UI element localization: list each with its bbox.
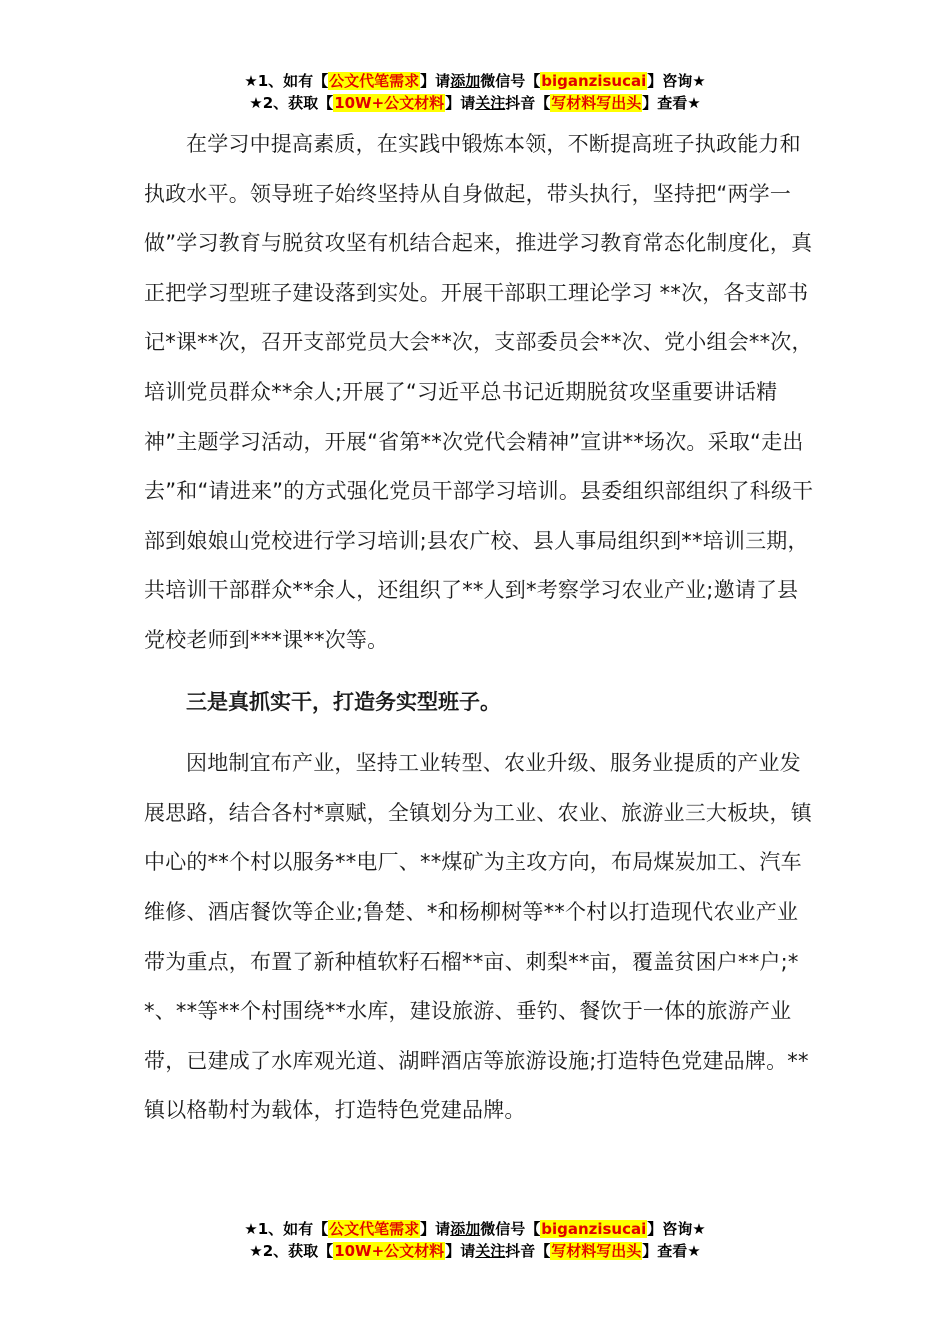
banner-text: 】请 bbox=[445, 94, 476, 112]
highlight-text: 公文代笔需求 bbox=[329, 1220, 420, 1238]
footer-banner bbox=[0, 1218, 950, 1262]
banner-text: 】请 bbox=[420, 72, 451, 90]
banner-text: 】查看★ bbox=[642, 1242, 701, 1260]
banner-text: 微信号【 bbox=[480, 1220, 541, 1238]
wechat-id: biganzisucai bbox=[541, 1220, 647, 1238]
banner-text: ★1、如有【 bbox=[244, 1220, 329, 1238]
douyin-account: 写材料写出头 bbox=[551, 1242, 642, 1260]
header-banner bbox=[0, 70, 950, 114]
underlined-text: 添加 bbox=[450, 1220, 481, 1238]
highlight-text: 公文代笔需求 bbox=[329, 72, 420, 90]
banner-text: ★1、如有【 bbox=[244, 72, 329, 90]
paragraph-industry: 因地制宜布产业，坚持工业转型、农业升级、服务业提质的产业发展思路，结合各村*禀赋，全镇划分为工业、农业、旅游业三大板块，镇中心的**个村以服务**电厂、**煤矿为主攻方向，布局煤炭加工、汽车维修、酒店餐饮等企业;鲁楚、*和杨柳树等**个村以打造现代农业产业带为重点，布置了新种植软籽石榴**亩、刺梨**亩，覆盖贫困户**户;**、**等**个村围绕**水库，建设旅游、垂钓、餐饮于一体的旅游产业带，已建成了水库观光道、湖畔酒店等旅游设施;打造特色党建品牌。**镇以格勒村为载体，打造特色党建品牌。 bbox=[144, 751, 812, 1123]
document-body bbox=[144, 120, 816, 1136]
banner-text: 抖音【 bbox=[505, 1242, 551, 1260]
paragraph-study: 在学习中提高素质，在实践中锻炼本领，不断提高班子执政能力和执政水平。领导班子始终坚持从自身做起，带头执行，坚持把“两学一做”学习教育与脱贫攻坚有机结合起来，推进学习教育常态化制度化，真正把学习型班子建设落到实处。开展干部职工理论学习 **次，各支部书记*课**次，召开支部党员大会**次，支部委员会**次、党小组会**次，培训党员群众**余人;开展了“习近平总书记近期脱贫攻坚重要讲话精神”主题学习活动，开展“省第**次党代会精神”宣讲**场次。采取“走出去”和“请进来”的方式强化党员干部学习培训。县委组织部组织了科级干部到娘娘山党校进行学习培训;县农广校、县人事局组织到**培训三期，共培训干部群众**余人，还组织了**人到*考察学习农业产业;邀请了县党校老师到***课**次等。 bbox=[144, 132, 814, 652]
spacer bbox=[144, 727, 816, 739]
highlight-text: 10W+公文材料 bbox=[334, 1242, 445, 1260]
banner-text: 】咨询★ bbox=[647, 72, 706, 90]
highlight-text: 10W+公文材料 bbox=[334, 94, 445, 112]
banner-text: 】咨询★ bbox=[647, 1220, 706, 1238]
banner-line-2 bbox=[0, 92, 950, 114]
banner-line-1 bbox=[0, 70, 950, 92]
banner-text: 微信号【 bbox=[480, 72, 541, 90]
wechat-id: biganzisucai bbox=[541, 72, 647, 90]
underlined-text: 关注 bbox=[475, 1242, 506, 1260]
banner-text: ★2、获取【 bbox=[249, 1242, 334, 1260]
banner-line-1 bbox=[0, 1218, 950, 1240]
section-heading: 三是真抓实干，打造务实型班子。 bbox=[186, 689, 501, 714]
banner-text: ★2、获取【 bbox=[249, 94, 334, 112]
underlined-text: 添加 bbox=[450, 72, 481, 90]
underlined-text: 关注 bbox=[475, 94, 506, 112]
banner-text: 】请 bbox=[420, 1220, 451, 1238]
banner-line-2 bbox=[0, 1240, 950, 1262]
banner-text: 】请 bbox=[445, 1242, 476, 1260]
spacer bbox=[144, 666, 816, 678]
banner-text: 抖音【 bbox=[505, 94, 551, 112]
banner-text: 】查看★ bbox=[642, 94, 701, 112]
douyin-account: 写材料写出头 bbox=[551, 94, 642, 112]
